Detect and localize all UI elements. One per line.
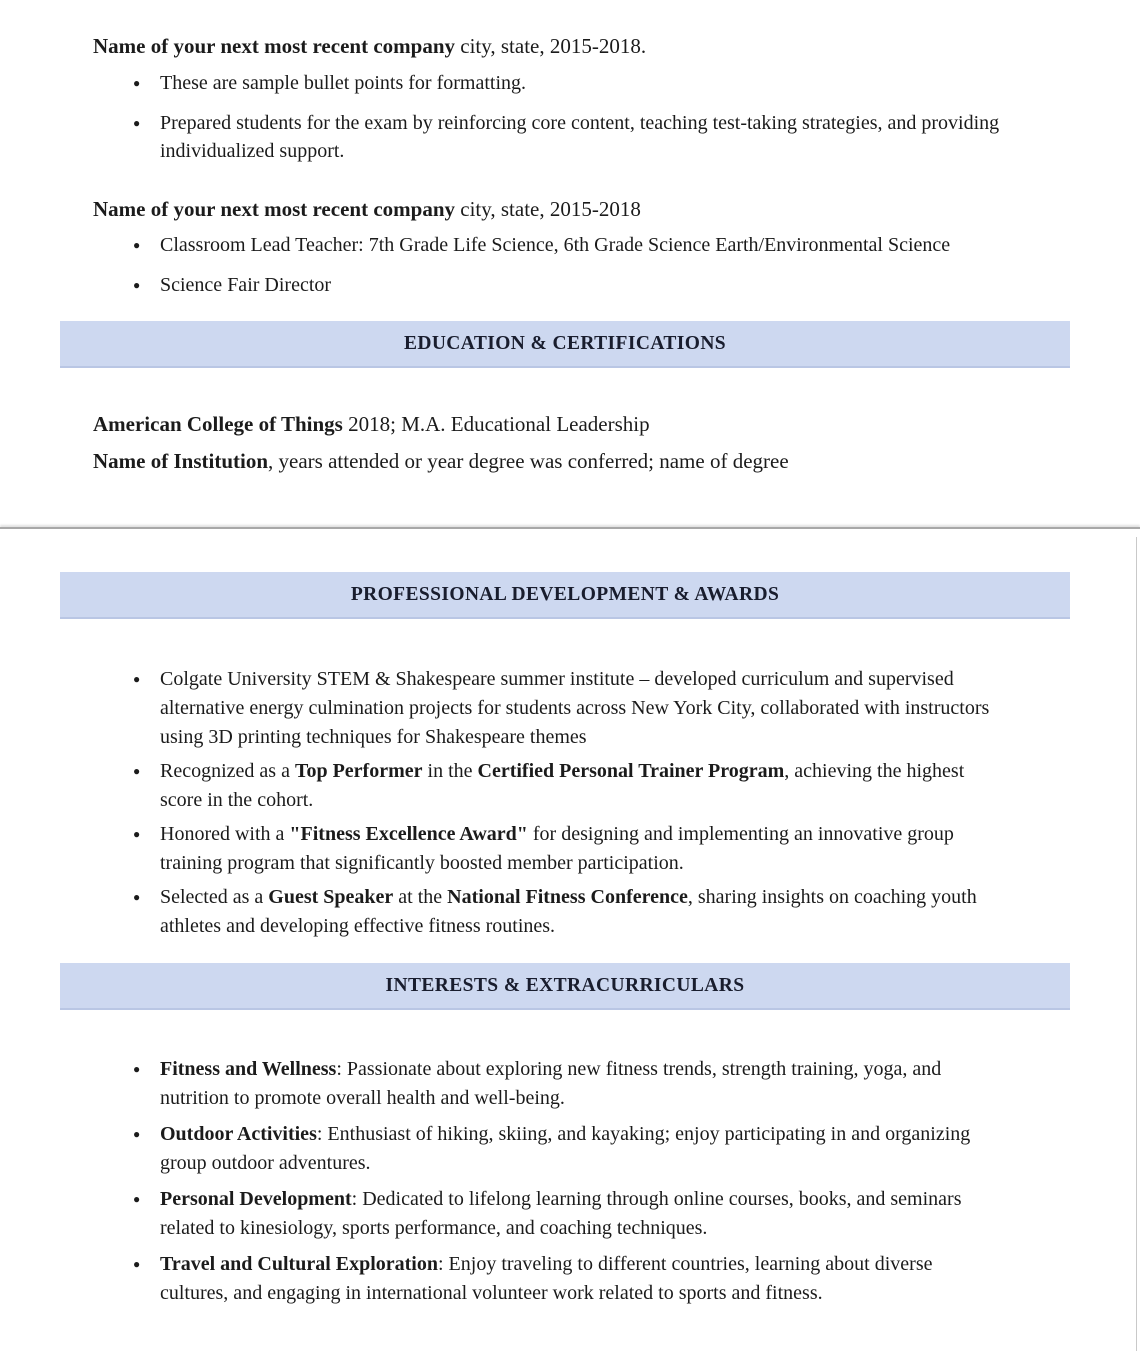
list-item — [93, 69, 1005, 97]
bullet-text: Colgate University STEM & Shakespeare summer institute – developed curriculum and supervised alternative energy culmination projects for students across New York City, collaborated with instructors using 3D printing techniques for Shakespeare themes — [160, 668, 990, 748]
company-location-dates: city, state, 2015-2018. — [455, 34, 647, 58]
bullet-text: These are sample bullet points for formatting. — [160, 72, 527, 94]
resume-page-2 — [0, 537, 1137, 1351]
bullet-text: Recognized as a Top Performer in the Certified Personal Trainer Program, achieving the highest score in the cohort. — [160, 760, 965, 811]
list-item — [93, 1250, 1005, 1308]
bullet-dot-icon: ● — [133, 1257, 141, 1271]
bullet-dot-icon: ● — [133, 278, 141, 292]
bullet-list — [93, 69, 1140, 165]
bullet-text: Science Fair Director — [160, 274, 332, 296]
list-item — [93, 665, 1005, 752]
bullet-list — [93, 665, 1136, 941]
bullet-text: Selected as a Guest Speaker at the National Fitness Conference, sharing insights on coaching youth athletes and developing effective fitness routines. — [160, 886, 977, 937]
bullet-dot-icon: ● — [133, 1192, 141, 1206]
list-item — [93, 231, 1005, 259]
bullet-text: Classroom Lead Teacher: 7th Grade Life Science, 6th Grade Science Earth/Environmental Science — [160, 234, 951, 256]
bullet-dot-icon: ● — [133, 890, 141, 904]
list-item — [93, 820, 1005, 878]
bullet-list — [93, 1055, 1136, 1308]
list-item — [93, 757, 1005, 815]
bullet-list — [93, 231, 1140, 299]
education-entry: American College of Things 2018; M.A. Educational Leadership — [93, 412, 650, 436]
bullet-text: Fitness and Wellness: Passionate about exploring new fitness trends, strength training, yoga, and nutrition to promote overall health and well-being. — [160, 1058, 942, 1109]
section-header-education: EDUCATION & CERTIFICATIONS — [60, 321, 1070, 368]
bullet-text: Prepared students for the exam by reinforcing core content, teaching test-taking strategies, and providing individualized support. — [160, 112, 1000, 162]
bullet-text: Honored with a "Fitness Excellence Award" for designing and implementing an innovative group training program that significantly boosted member participation. — [160, 823, 954, 874]
bullet-text: Personal Development: Dedicated to lifelong learning through online courses, books, and seminars related to kinesiology, sports performance, and coaching techniques. — [160, 1188, 962, 1239]
bullet-dot-icon: ● — [133, 76, 141, 90]
bullet-dot-icon: ● — [133, 1062, 141, 1076]
bullet-dot-icon: ● — [133, 672, 141, 686]
page-break-divider — [0, 527, 1140, 537]
company-heading — [93, 33, 1140, 59]
bullet-text: Travel and Cultural Exploration: Enjoy traveling to different countries, learning about diverse cultures, and engaging in international volunteer work related to sports and fitness. — [160, 1253, 933, 1304]
bullet-text: Outdoor Activities: Enthusiast of hiking, skiing, and kayaking; enjoy participating in and organizing group outdoor adventures. — [160, 1123, 971, 1174]
resume-page-1 — [0, 0, 1140, 527]
company-heading — [93, 196, 1140, 222]
bullet-dot-icon: ● — [133, 827, 141, 841]
company-name: Name of your next most recent company — [93, 197, 455, 221]
list-item — [93, 1185, 1005, 1243]
bullet-dot-icon: ● — [133, 116, 141, 130]
list-item — [93, 1120, 1005, 1178]
education-entry: Name of Institution, years attended or year degree was conferred; name of degree — [93, 449, 789, 473]
company-name: Name of your next most recent company — [93, 34, 455, 58]
list-item — [93, 271, 1005, 299]
bullet-dot-icon: ● — [133, 238, 141, 252]
section-header-interests: INTERESTS & EXTRACURRICULARS — [60, 963, 1070, 1010]
list-item — [93, 883, 1005, 941]
list-item — [93, 109, 1005, 165]
section-header-professional-development: PROFESSIONAL DEVELOPMENT & AWARDS — [60, 572, 1070, 619]
bullet-dot-icon: ● — [133, 1127, 141, 1141]
list-item — [93, 1055, 1005, 1113]
bullet-dot-icon: ● — [133, 764, 141, 778]
company-location-dates: city, state, 2015-2018 — [455, 197, 641, 221]
